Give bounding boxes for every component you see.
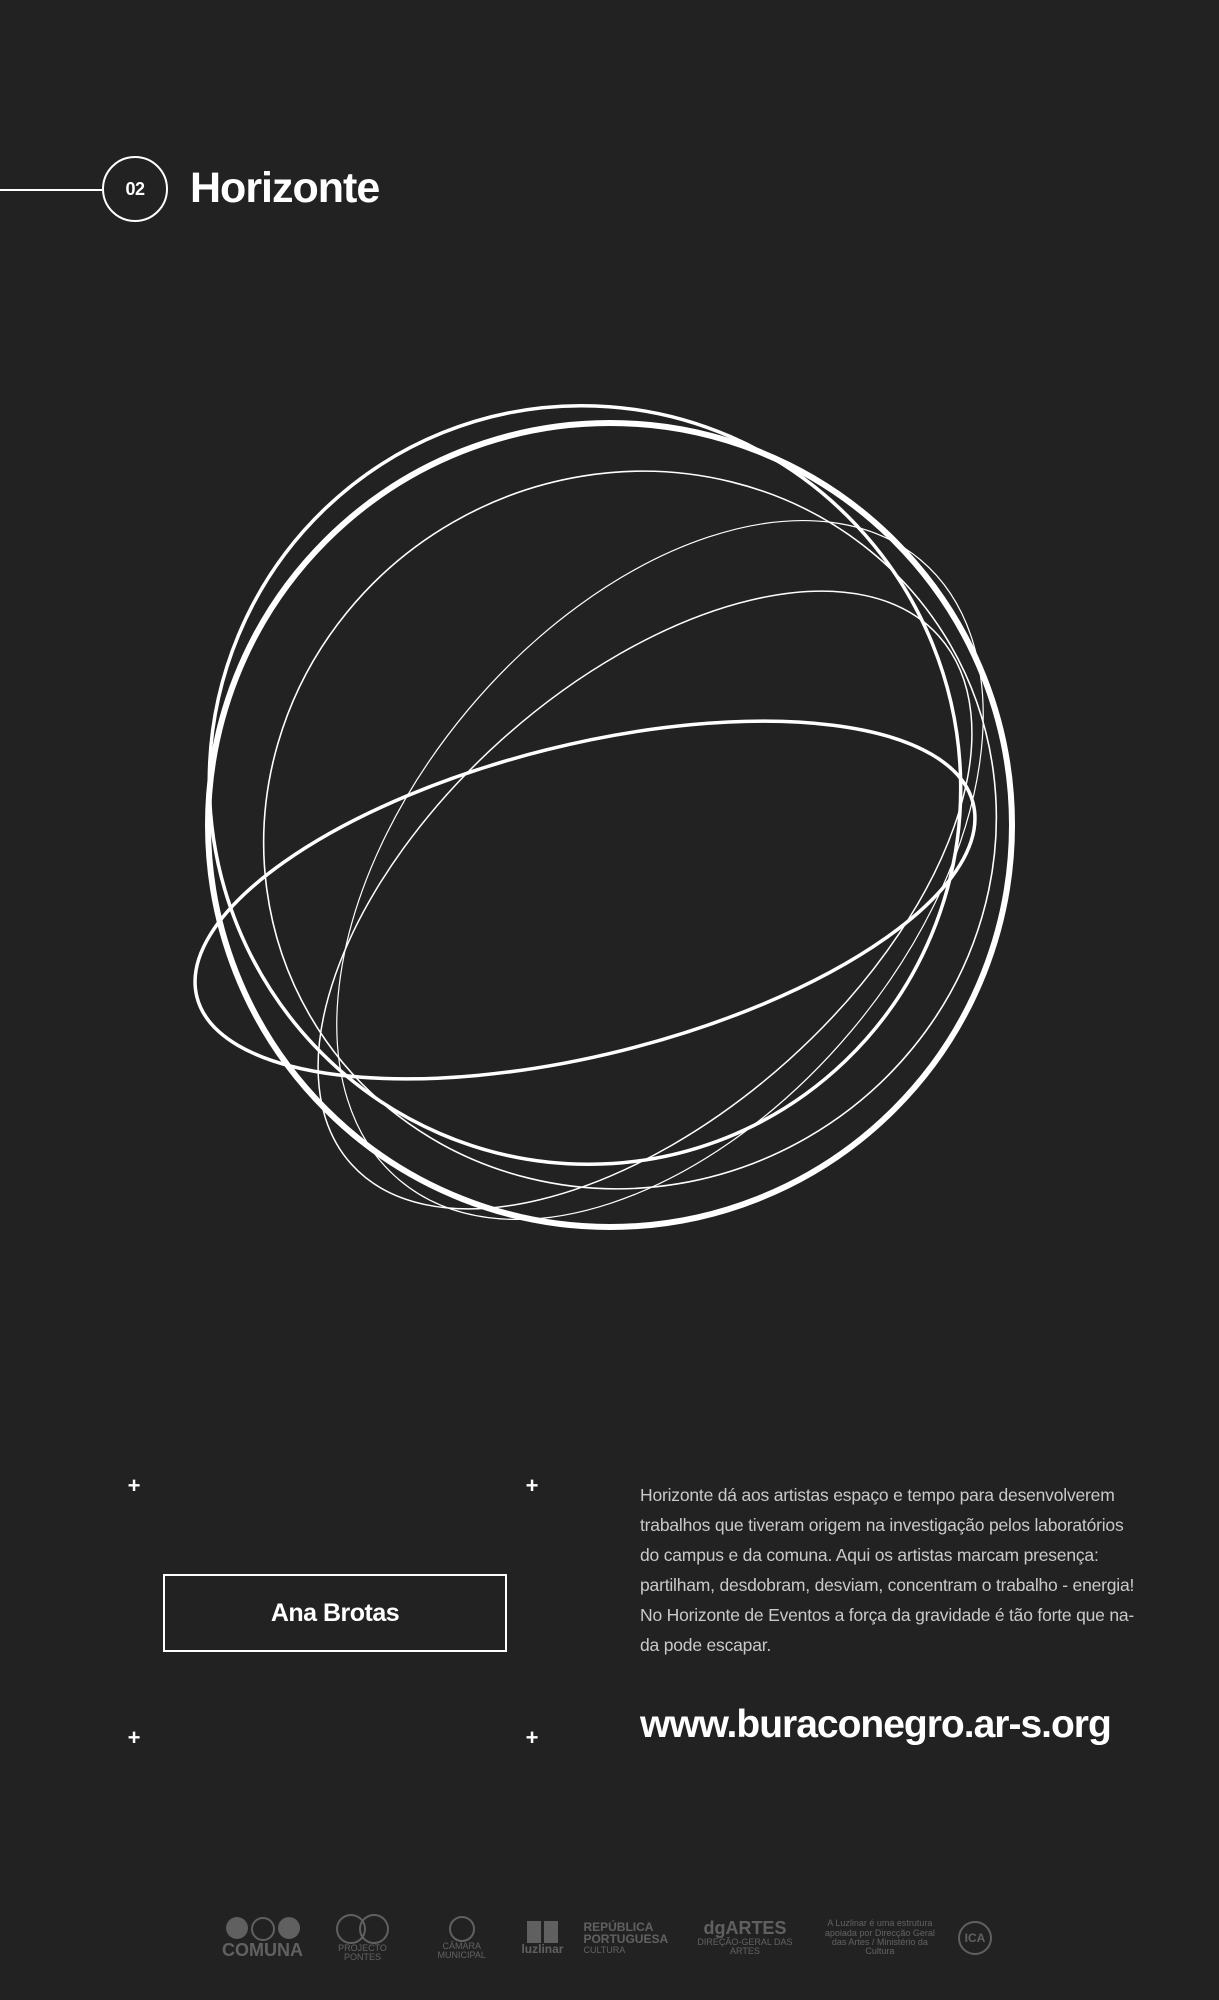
description bbox=[640, 1480, 1160, 1660]
crescent-ring-thick bbox=[190, 400, 1040, 1250]
republica-portuguesa-logo: REPÚBLICA PORTUGUESA CULTURA bbox=[583, 1919, 669, 1955]
crescent-ring-thin bbox=[190, 400, 1040, 1250]
page-title: Horizonte bbox=[190, 164, 380, 212]
section-number: 02 bbox=[102, 156, 168, 222]
comuna-logo: COMUNA bbox=[222, 1917, 303, 1960]
artist-name: Ana Brotas bbox=[163, 1574, 507, 1652]
horizon-orbit-illustration bbox=[190, 400, 1040, 1250]
ica-logo: ICA bbox=[958, 1921, 992, 1955]
dgartes-logo: dgARTES DIREÇÃO-GERAL DAS ARTES bbox=[697, 1918, 793, 1957]
corner-mark-top-left: + bbox=[127, 1473, 141, 1498]
description-line: Horizonte dá aos artistas espaço e tempo para desenvolverem bbox=[640, 1485, 1115, 1505]
header-rule bbox=[0, 189, 102, 191]
camara-municipal-logo: CÂMARA MUNICIPAL bbox=[422, 1916, 501, 1961]
horizon-ellipse bbox=[190, 653, 1011, 1147]
luzlinar-logo: luzlinar bbox=[521, 1921, 563, 1956]
outer-ring bbox=[208, 423, 1012, 1227]
description-line: partilham, desdobram, desviam, concentram o trabalho - energia! bbox=[640, 1575, 1135, 1595]
description-line: No Horizonte de Eventos a força da gravidade é tão forte que na- bbox=[640, 1605, 1135, 1625]
description-line: da pode escapar. bbox=[640, 1635, 772, 1655]
sponsor-logos bbox=[222, 1910, 992, 1966]
corner-mark-bottom-left: + bbox=[127, 1725, 141, 1750]
corner-mark-top-right: + bbox=[525, 1473, 539, 1498]
corner-mark-bottom-right: + bbox=[525, 1725, 539, 1750]
website-link[interactable]: www.buraconegro.ar-s.org bbox=[640, 1703, 1111, 1746]
orbit-thin-2 bbox=[208, 400, 1040, 1250]
projecto-pontes-logo: PROJECTO PONTES bbox=[323, 1914, 402, 1963]
support-note: A Luzlinar é uma estrutura apoiada por Direcção Geral das Artes / Ministério da Cultura bbox=[824, 1918, 935, 1957]
orbit-thin-1 bbox=[208, 476, 1040, 1250]
description-line: do campus e da comuna. Aqui os artistas marcam presença: bbox=[640, 1545, 1099, 1565]
description-line: trabalhos que tiveram origem na investigação pelos laboratórios bbox=[640, 1515, 1124, 1535]
